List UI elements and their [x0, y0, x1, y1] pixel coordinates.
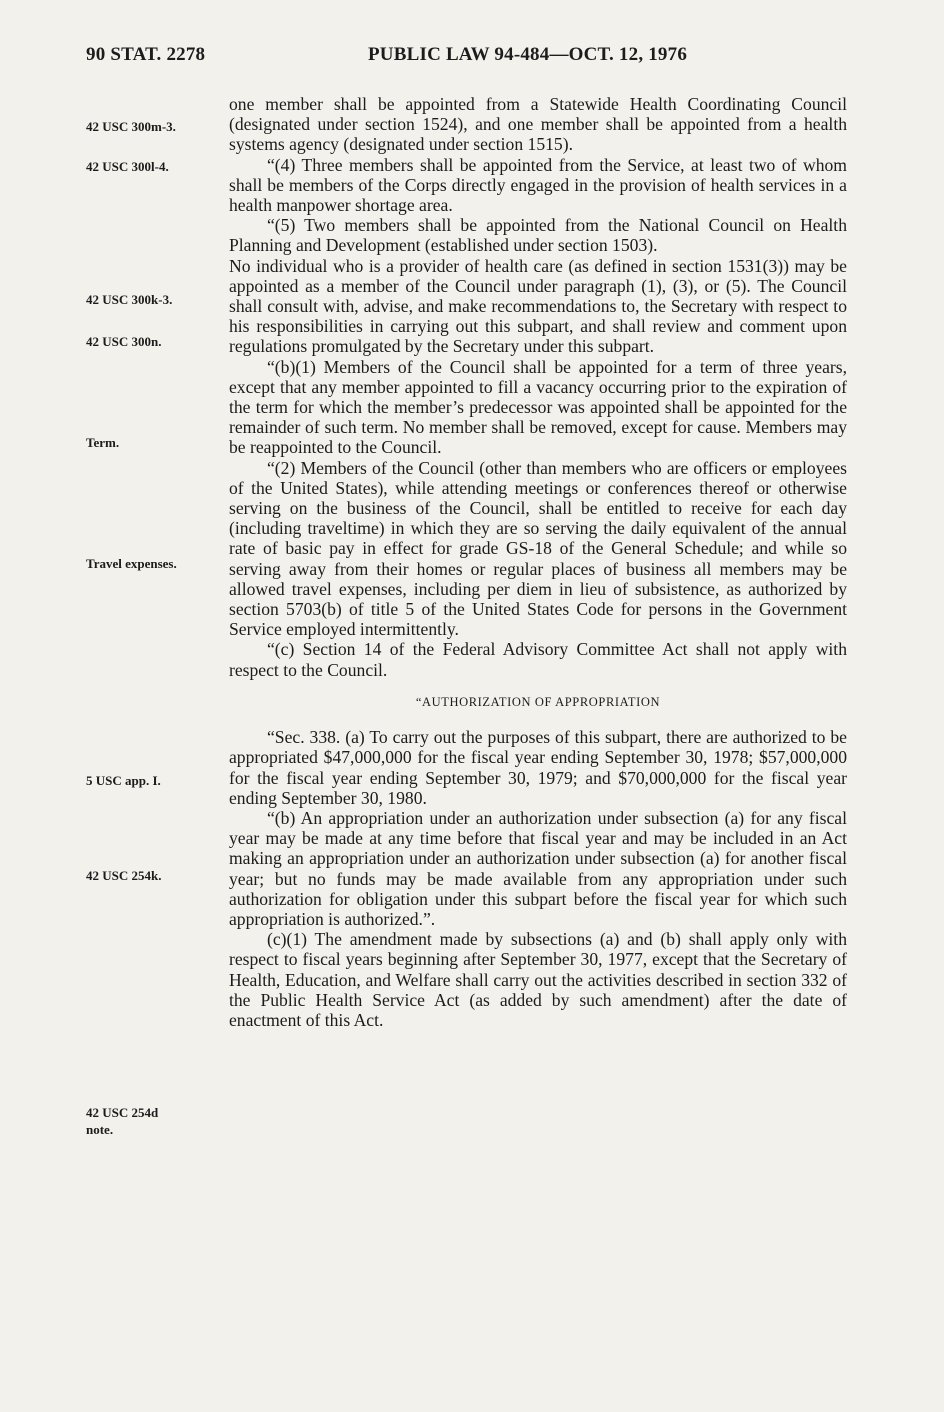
margin-note: 42 USC 300m-3. — [86, 119, 176, 134]
paragraph: No individual who is a provider of health care (as defined in section 1531(3)) may be appointed as a member of the Council under paragraph (1), (3), or (5). The Council shall consult with, advise, and make recommendations to, the Secretary with respect to his responsibilities in carrying out this subpart, and shall review and comment upon regulations promulgated by the Secretary under this subpart. — [229, 255, 847, 357]
paragraph: “(5) Two members shall be appointed from the National Council on Health Planning and Development (established under section 1503). — [229, 215, 847, 256]
body-text — [229, 94, 847, 1030]
paragraph: (c)(1) The amendment made by subsections (a) and (b) shall apply only with respect to fiscal years beginning after September 30, 1977, except that the Secretary of Health, Education, and Welfare shall carry out the activities described in section 332 of the Public Health Service Act (as added by such amendment) after the date of enactment of this Act. — [229, 929, 847, 1030]
margin-note: Term. — [86, 435, 120, 450]
paragraph: “(c) Section 14 of the Federal Advisory Committee Act shall not apply with respect to the Council. — [229, 639, 847, 680]
margin-note: 5 USC app. I. — [86, 773, 161, 788]
margin-note: 42 USC 254d note. — [86, 1105, 159, 1137]
section-heading: “AUTHORIZATION OF APPROPRIATION — [415, 694, 661, 709]
paragraph: “Sec. 338. (a) To carry out the purposes of this subpart, there are authorized to be appropriated $47,000,000 for the fiscal year ending September 30, 1978; $57,000,000 for the fiscal year ending September 30, 1979; and $70,000,000 for the fiscal year ending September 30, 1980. — [229, 727, 847, 808]
margin-note: 42 USC 300l-4. — [86, 159, 169, 174]
margin-note: Travel expenses. — [86, 556, 177, 571]
margin-note: 42 USC 300k-3. — [86, 292, 173, 307]
paragraph: one member shall be appointed from a Statewide Health Coordinating Council (designated under section 1524), and one member shall be appointed from a health systems agency (designated under section 1515). — [229, 94, 847, 155]
margin-note: 42 USC 300n. — [86, 334, 162, 349]
paragraph: “(4) Three members shall be appointed from the Service, at least two of whom shall be members of the Corps directly engaged in the provision of health services in a health manpower shortage area. — [229, 154, 847, 216]
paragraph: “(b) An appropriation under an authorization under subsection (a) for any fiscal year may be made at any time before that fiscal year and may be included in an Act making an appropriation under an authorization under subsection (a) for another fiscal year; but no funds may be made available from any appropriation under such authorization for obligation under this subpart before the fiscal year for which such appropriation is authorized.”. — [229, 807, 847, 929]
margin-note: 42 USC 254k. — [86, 868, 162, 883]
paragraph: “(b)(1) Members of the Council shall be appointed for a term of three years, except that any member appointed to fill a vacancy occurring prior to the expiration of the term for which the member’s predecessor was appointed shall be appointed for the remainder of such term. No member shall be removed, except for cause. Members may be reappointed to the Council. — [229, 356, 847, 458]
stat-page-number: 90 STAT. 2278 — [86, 44, 206, 65]
paragraph: “(2) Members of the Council (other than members who are officers or employees of the United States), while attending meetings or conferences thereof or otherwise serving on the business of the Council, shall be entitled to receive for each day (including traveltime) in which they are so serving the daily equivalent of the annual rate of basic pay in effect for grade GS-18 of the General Schedule; and while so serving away from their homes or regular places of business all members may be allowed travel expenses, including per diem in lieu of subsistence, as authorized by section 5703(b) of title 5 of the United States Code for persons in the Government Service employed intermittently. — [229, 457, 847, 640]
law-title: PUBLIC LAW 94-484—OCT. 12, 1976 — [368, 44, 688, 65]
